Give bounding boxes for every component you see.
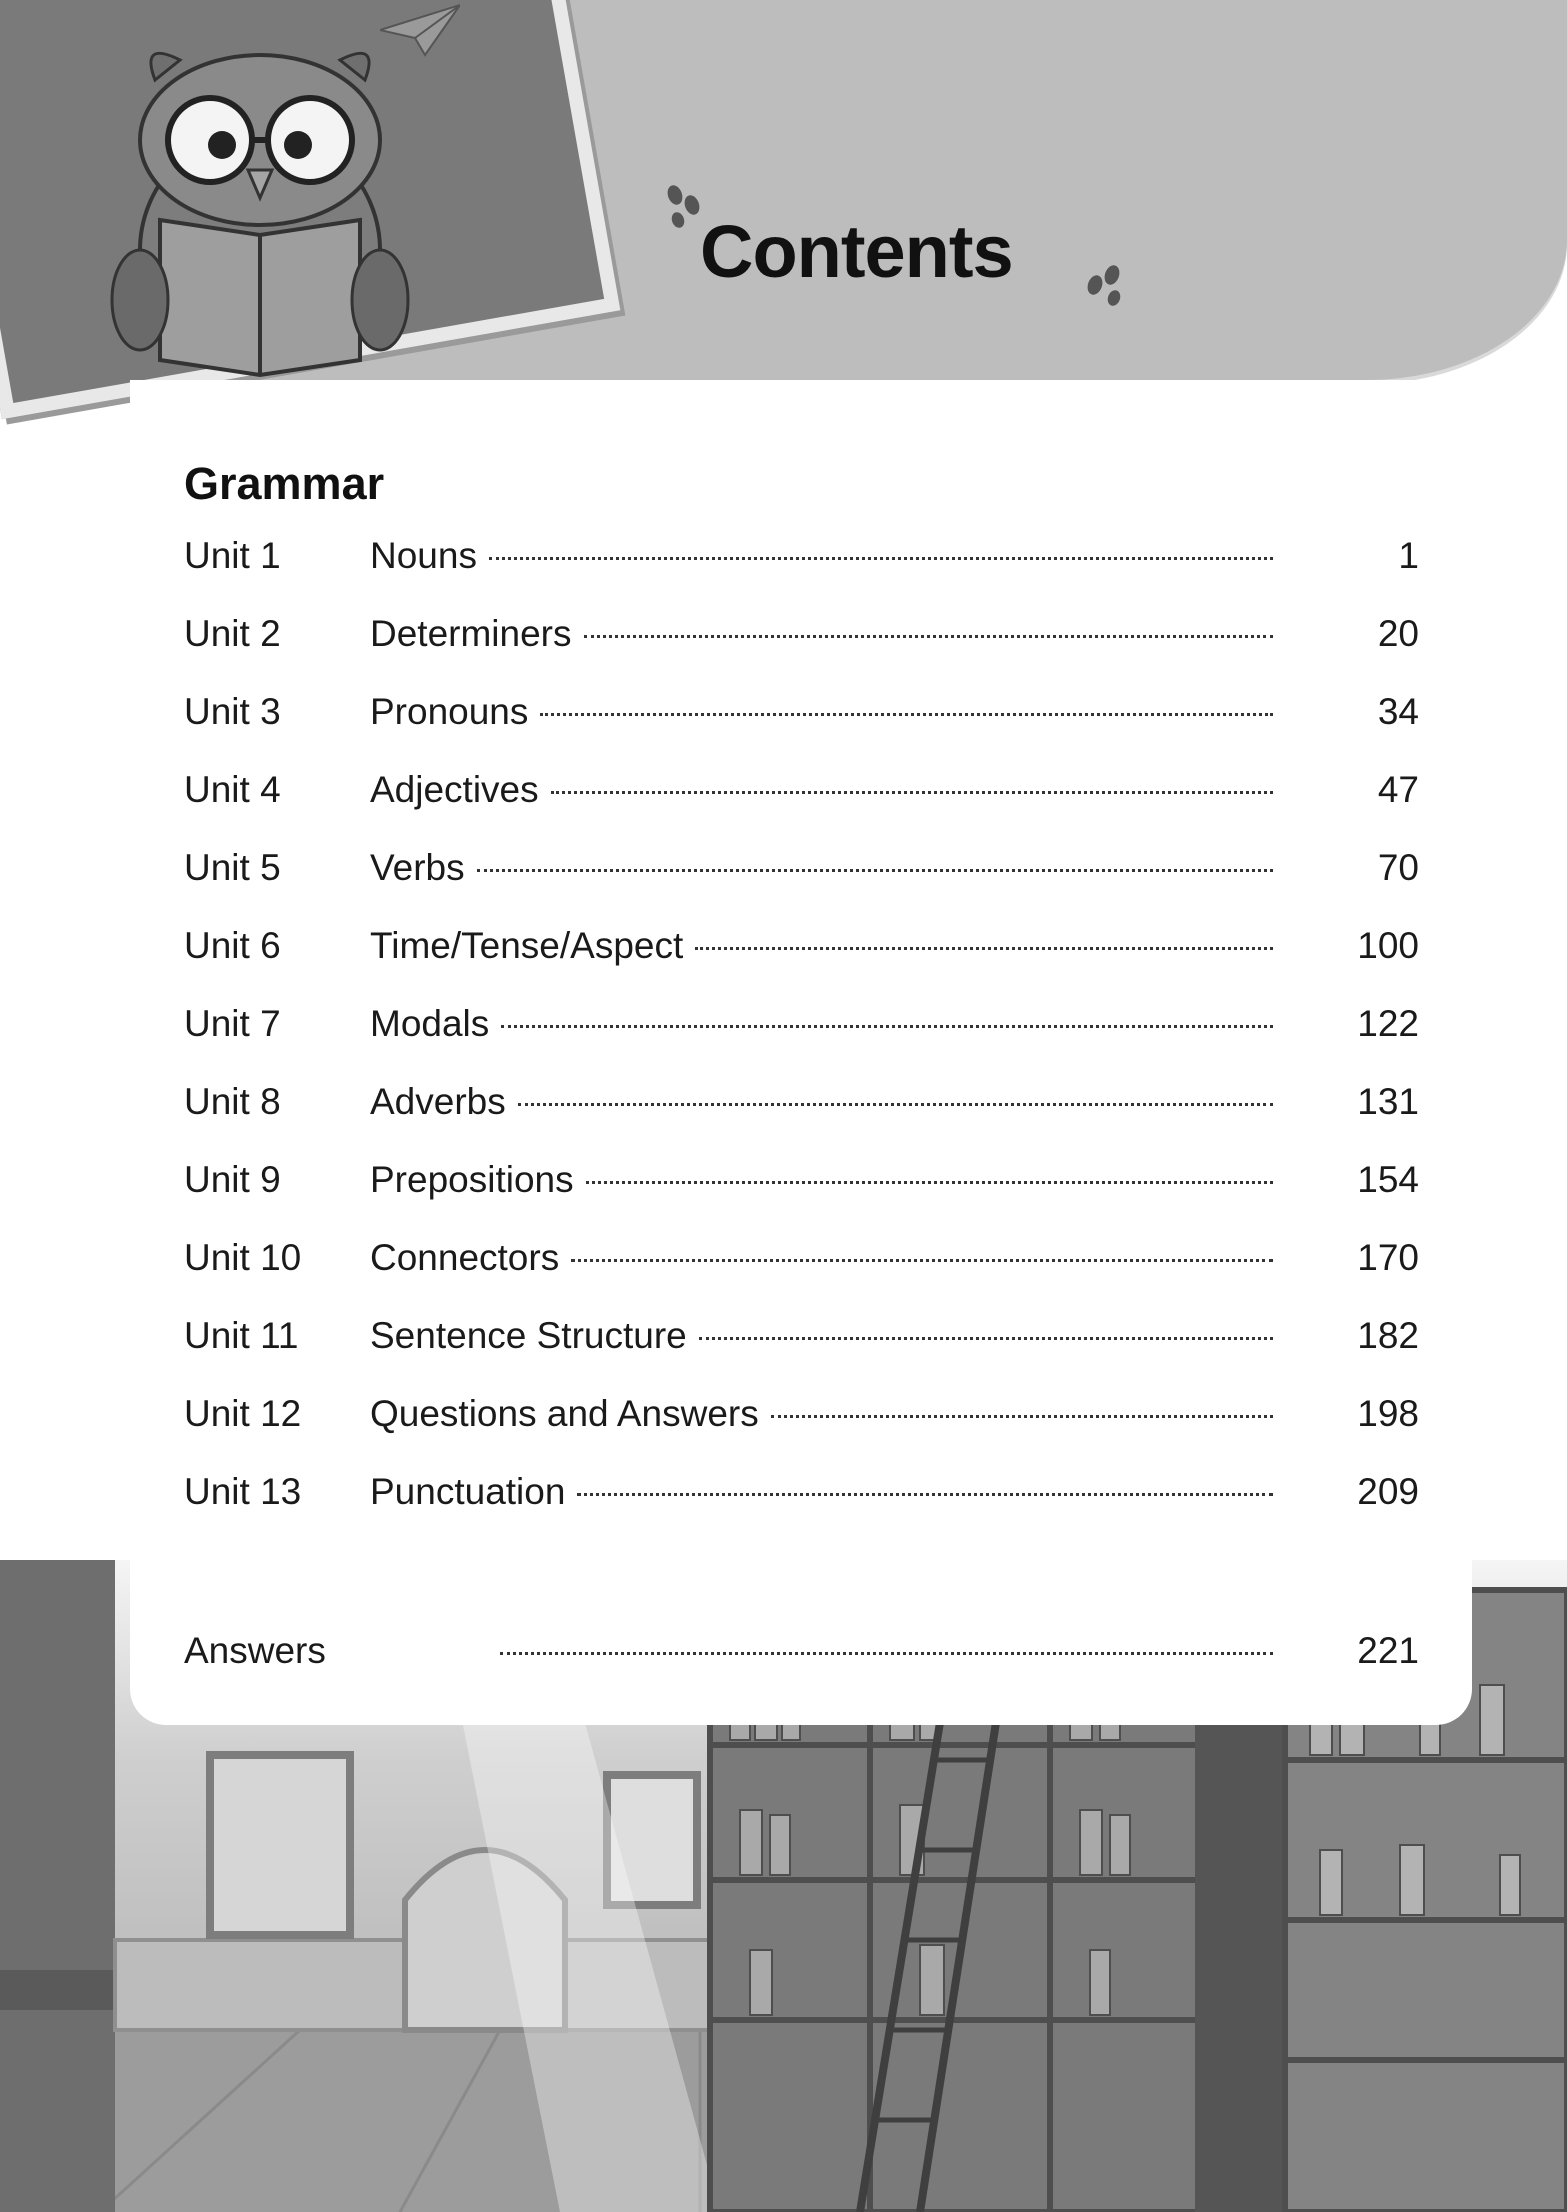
dot-leader xyxy=(577,1493,1273,1496)
unit-label: Unit 4 xyxy=(184,769,281,810)
page-number: 182 xyxy=(1357,1315,1419,1356)
toc-row[interactable] xyxy=(184,847,1419,925)
toc-row[interactable] xyxy=(184,1393,1419,1471)
page-number: 70 xyxy=(1377,847,1419,888)
unit-topic: Nouns xyxy=(370,535,477,576)
table-of-contents xyxy=(184,535,1419,1549)
toc-row[interactable] xyxy=(184,535,1419,613)
dot-leader xyxy=(571,1259,1273,1262)
dot-leader xyxy=(584,635,1274,638)
toc-row[interactable] xyxy=(184,1159,1419,1237)
dot-leader xyxy=(551,791,1273,794)
dot-leader xyxy=(695,947,1273,950)
dot-leader xyxy=(501,1025,1273,1028)
dot-leader xyxy=(771,1415,1273,1418)
unit-topic: Questions and Answers xyxy=(370,1393,759,1434)
unit-label: Unit 1 xyxy=(184,535,281,576)
unit-label: Unit 7 xyxy=(184,1003,281,1044)
header-band xyxy=(0,0,1567,380)
toc-row[interactable] xyxy=(184,1471,1419,1549)
unit-label: Unit 3 xyxy=(184,691,281,732)
unit-label: Unit 12 xyxy=(184,1393,302,1434)
unit-label: Unit 2 xyxy=(184,613,281,654)
toc-row[interactable] xyxy=(184,1081,1419,1159)
dot-leader xyxy=(586,1181,1273,1184)
unit-topic: Modals xyxy=(370,1003,490,1044)
page-number: 47 xyxy=(1377,769,1419,810)
unit-topic: Determiners xyxy=(370,613,572,654)
answers-label: Answers xyxy=(184,1630,326,1671)
toc-row[interactable] xyxy=(184,691,1419,769)
unit-topic: Verbs xyxy=(370,847,465,888)
unit-label: Unit 8 xyxy=(184,1081,281,1122)
unit-topic: Time/Tense/Aspect xyxy=(370,925,684,966)
page-number: 154 xyxy=(1357,1159,1419,1200)
page-number: 1 xyxy=(1398,535,1419,576)
owl-reading-icon xyxy=(80,20,440,380)
unit-topic: Adjectives xyxy=(370,769,539,810)
unit-topic: Sentence Structure xyxy=(370,1315,687,1356)
unit-topic: Pronouns xyxy=(370,691,529,732)
unit-topic: Punctuation xyxy=(370,1471,566,1512)
toc-row[interactable] xyxy=(184,925,1419,1003)
toc-row[interactable] xyxy=(184,1237,1419,1315)
page-title: Contents xyxy=(700,210,1013,293)
unit-topic: Prepositions xyxy=(370,1159,574,1200)
dot-leader xyxy=(540,713,1273,716)
toc-row[interactable] xyxy=(184,613,1419,691)
dot-leader xyxy=(477,869,1273,872)
page-number: 20 xyxy=(1377,613,1419,654)
page-number: 100 xyxy=(1357,925,1419,966)
section-title: Grammar xyxy=(184,458,385,509)
dot-leader xyxy=(699,1337,1273,1340)
unit-topic: Adverbs xyxy=(370,1081,506,1122)
answers-page-number: 221 xyxy=(1357,1630,1419,1671)
toc-row[interactable] xyxy=(184,1003,1419,1081)
unit-label: Unit 11 xyxy=(184,1315,299,1356)
toc-row[interactable] xyxy=(184,769,1419,847)
toc-row[interactable] xyxy=(184,1315,1419,1393)
page-number: 198 xyxy=(1357,1393,1419,1434)
dot-leader xyxy=(518,1103,1273,1106)
page-number: 170 xyxy=(1357,1237,1419,1278)
unit-label: Unit 9 xyxy=(184,1159,281,1200)
page-number: 122 xyxy=(1357,1003,1419,1044)
dot-leader xyxy=(489,557,1273,560)
unit-label: Unit 13 xyxy=(184,1471,302,1512)
unit-label: Unit 10 xyxy=(184,1237,302,1278)
answers-row[interactable] xyxy=(184,1630,1419,1672)
unit-label: Unit 5 xyxy=(184,847,281,888)
unit-topic: Connectors xyxy=(370,1237,560,1278)
dot-leader xyxy=(500,1652,1273,1655)
page-number: 34 xyxy=(1377,691,1419,732)
unit-label: Unit 6 xyxy=(184,925,281,966)
page-number: 131 xyxy=(1357,1081,1419,1122)
page-number: 209 xyxy=(1357,1471,1419,1512)
